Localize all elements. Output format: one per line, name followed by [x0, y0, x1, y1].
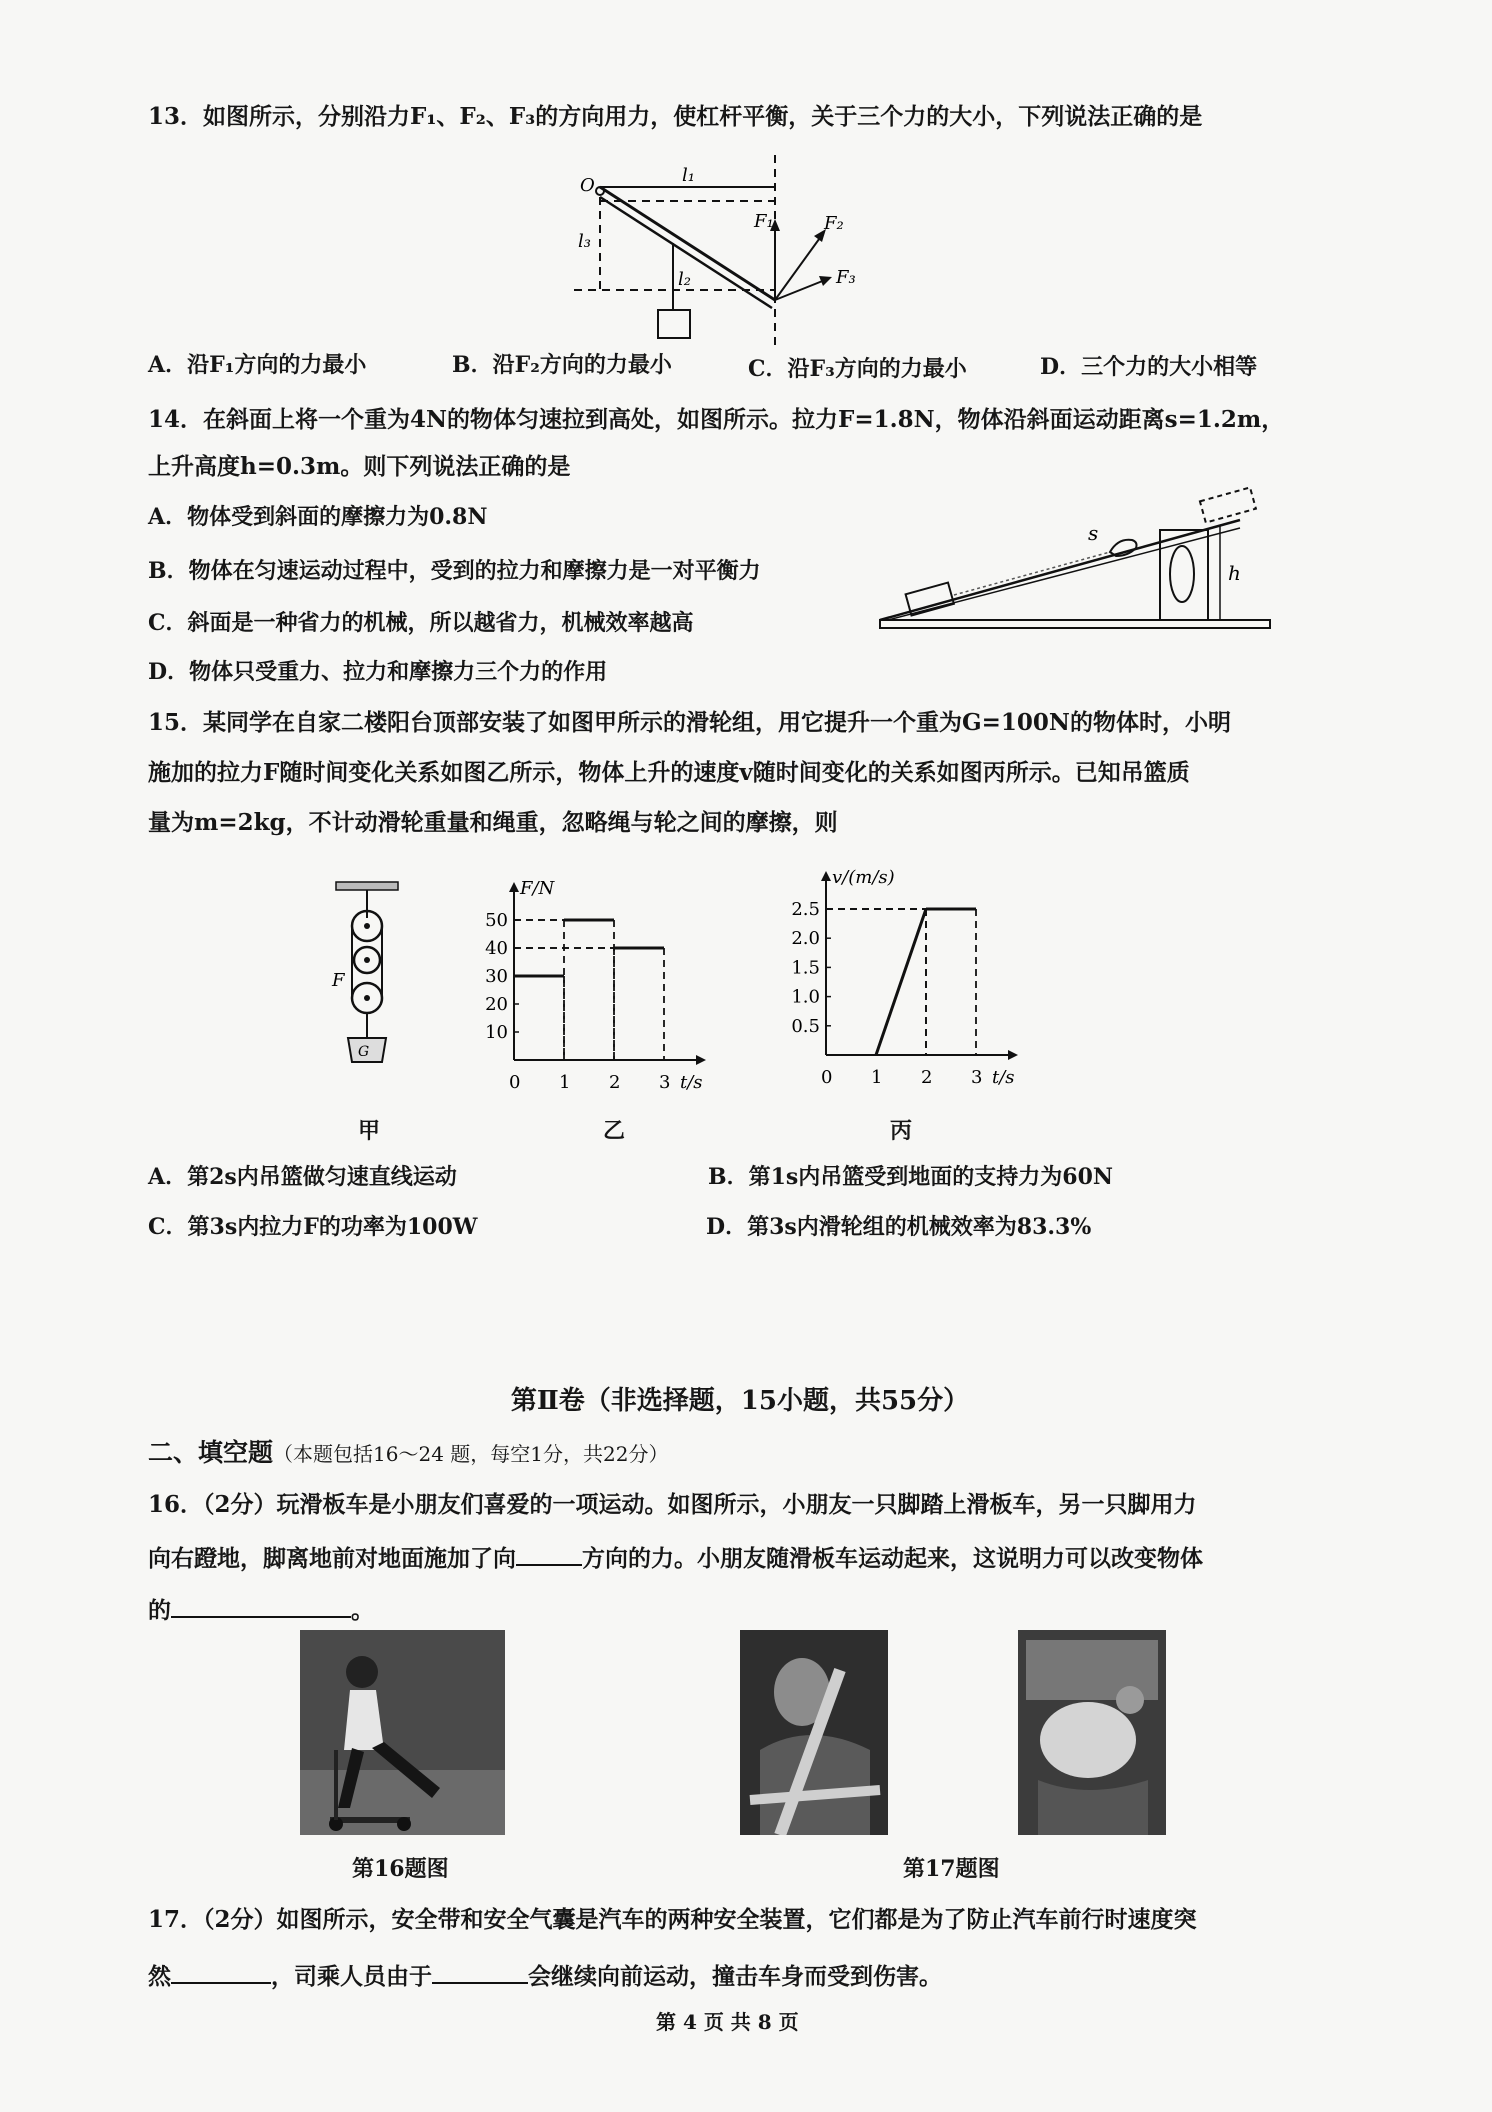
q16-line3	[148, 1592, 1348, 1626]
q14-label-h: h	[1228, 561, 1241, 585]
q17-line1: 17．（2分）如图所示，安全带和安全气囊是汽车的两种安全装置，它们都是为了防止汽车前行时速度突	[148, 1906, 1197, 1933]
part2-title: 第Ⅱ卷（非选择题，15小题，共55分）	[510, 1386, 970, 1416]
pulley-caption-jia: 甲	[358, 1118, 381, 1144]
q13-label-l3: l₃	[578, 231, 591, 252]
q16-line2	[148, 1540, 1348, 1574]
yi-ylabel: F/N	[520, 878, 555, 899]
fig16-caption: 第16题图	[352, 1856, 449, 1882]
q14-option-c[interactable]: C．斜面是一种省力的机械，所以越省力，机械效率越高	[148, 610, 694, 636]
q14-incline-figure	[860, 470, 1280, 645]
q15-stem-line2: 施加的拉力F随时间变化关系如图乙所示，物体上升的速度v随时间变化的关系如图丙所示。已知吊篮质	[148, 759, 1190, 786]
yi-xlabel: t/s	[680, 1072, 703, 1093]
q15-option-a[interactable]: A．第2s内吊篮做匀速直线运动	[148, 1164, 457, 1190]
yi-xtick-3: 3	[659, 1072, 671, 1093]
section-label: 二、填空题	[148, 1438, 274, 1467]
q16-line2-b: 方向的力。小朋友随滑板车运动起来，这说明力可以改变物体	[582, 1545, 1203, 1572]
q17-blank-2[interactable]	[432, 1958, 528, 1984]
bing-ytick-1: 1.0	[791, 986, 820, 1008]
q13-option-d[interactable]: D．三个力的大小相等	[1040, 354, 1258, 380]
q14-option-a[interactable]: A．物体受到斜面的摩擦力为0.8N	[148, 504, 488, 530]
q15-option-b[interactable]: B．第1s内吊篮受到地面的支持力为60N	[708, 1164, 1114, 1190]
q13-option-b[interactable]: B．沿F₂方向的力最小	[452, 352, 672, 378]
q15-stem-line3: 量为m=2kg，不计动滑轮重量和绳重，忽略绳与轮之间的摩擦，则	[148, 809, 838, 836]
q14-option-b[interactable]: B．物体在匀速运动过程中，受到的拉力和摩擦力是一对平衡力	[148, 558, 761, 584]
bing-segment-0	[876, 909, 926, 1055]
scooter-photo	[300, 1630, 505, 1835]
yi-y-arrow	[509, 882, 519, 892]
q16-blank-2[interactable]	[171, 1592, 351, 1618]
q17-line2-b: ，司乘人员由于	[271, 1963, 432, 1990]
pulley-figure-jia	[318, 878, 418, 1098]
yi-xtick-0: 0	[509, 1072, 521, 1093]
yi-ytick-4: 50	[485, 910, 508, 931]
yi-ytick-1: 20	[485, 994, 508, 1015]
bing-xtick-1: 1	[871, 1067, 883, 1088]
bing-ytick-0: 0.5	[791, 1015, 820, 1037]
q16-line1: 16．（2分）玩滑板车是小朋友们喜爱的一项运动。如图所示，小朋友一只脚踏上滑板车，另一只脚用力	[148, 1491, 1197, 1518]
q13-label-l1: l₁	[682, 165, 695, 186]
bing-xtick-0: 0	[821, 1067, 833, 1088]
q13-label-f2: F₂	[824, 213, 844, 234]
bing-xtick-3: 3	[971, 1067, 983, 1088]
q16-line3-a: 的	[148, 1597, 171, 1624]
q15-option-c[interactable]: C．第3s内拉力F的功率为100W	[148, 1214, 478, 1240]
chart-caption-bing: 丙	[890, 1118, 913, 1144]
pulley-label-g: G	[358, 1044, 370, 1060]
q13-label-l2: l₂	[678, 269, 691, 290]
q14-option-d[interactable]: D．物体只受重力、拉力和摩擦力三个力的作用	[148, 659, 608, 685]
q13-label-f3: F₃	[836, 267, 856, 288]
yi-ytick-0: 10	[485, 1022, 508, 1043]
q13-stem: 13．如图所示，分别沿力F₁、F₂、F₃的方向用力，使杠杆平衡，关于三个力的大小，下列说法正确的是	[148, 103, 1203, 130]
bing-xtick-2: 2	[921, 1067, 933, 1088]
yi-ytick-2: 30	[485, 966, 508, 987]
velocity-time-chart	[780, 850, 1050, 1100]
section-heading	[148, 1438, 1348, 1469]
force-time-chart	[470, 860, 730, 1100]
q13-option-a[interactable]: A．沿F₁方向的力最小	[148, 352, 367, 378]
q17-line2-a: 然	[148, 1963, 171, 1990]
seatbelt-photo	[740, 1630, 888, 1835]
bing-y-arrow	[821, 871, 831, 881]
bing-ytick-4: 2.5	[791, 899, 820, 920]
q16-line2-a: 向右蹬地，脚离地前对地面施加了向	[148, 1545, 516, 1572]
q17-blank-1[interactable]	[171, 1958, 271, 1984]
bing-x-arrow	[1008, 1050, 1018, 1060]
bing-xlabel: t/s	[992, 1067, 1015, 1088]
chart-caption-yi: 乙	[603, 1118, 626, 1144]
bing-ytick-2: 1.5	[791, 957, 820, 979]
q16-line3-b: 。	[351, 1597, 374, 1624]
bing-ytick-3: 2.0	[791, 928, 820, 950]
q14-stem-line1: 14．在斜面上将一个重为4N的物体匀速拉到高处，如图所示。拉力F=1.8N，物体沿斜面运动距离s=1.2m，	[148, 406, 1285, 433]
section-note: （本题包括16～24 题，每空1分，共22分）	[273, 1442, 669, 1466]
q14-stem-line2: 上升高度h=0.3m。则下列说法正确的是	[148, 453, 571, 480]
fig17-caption: 第17题图	[903, 1856, 1000, 1882]
q13-label-o: O	[580, 175, 595, 196]
page-footer: 第 4 页 共 8 页	[656, 2010, 799, 2034]
q17-line2	[148, 1958, 1348, 1992]
q13-option-c[interactable]: C．沿F₃方向的力最小	[748, 356, 967, 382]
q17-line2-c: 会继续向前运动，撞击车身而受到伤害。	[528, 1963, 942, 1990]
q13-lever-figure	[560, 145, 900, 345]
airbag-photo	[1018, 1630, 1166, 1835]
yi-xtick-2: 2	[609, 1072, 621, 1093]
q13-label-f1: F₁	[754, 211, 774, 232]
yi-xtick-1: 1	[559, 1072, 571, 1093]
pulley-label-f: F	[332, 970, 345, 991]
yi-x-arrow	[696, 1055, 706, 1065]
q15-option-d[interactable]: D．第3s内滑轮组的机械效率为83.3%	[706, 1214, 1092, 1240]
bing-ylabel: v/(m/s)	[832, 867, 895, 888]
q15-stem-line1: 15．某同学在自家二楼阳台顶部安装了如图甲所示的滑轮组，用它提升一个重为G=100N的物体时，小明	[148, 709, 1231, 736]
q14-label-s: s	[1088, 521, 1099, 545]
yi-ytick-3: 40	[485, 938, 508, 959]
q16-blank-1[interactable]	[516, 1540, 582, 1566]
